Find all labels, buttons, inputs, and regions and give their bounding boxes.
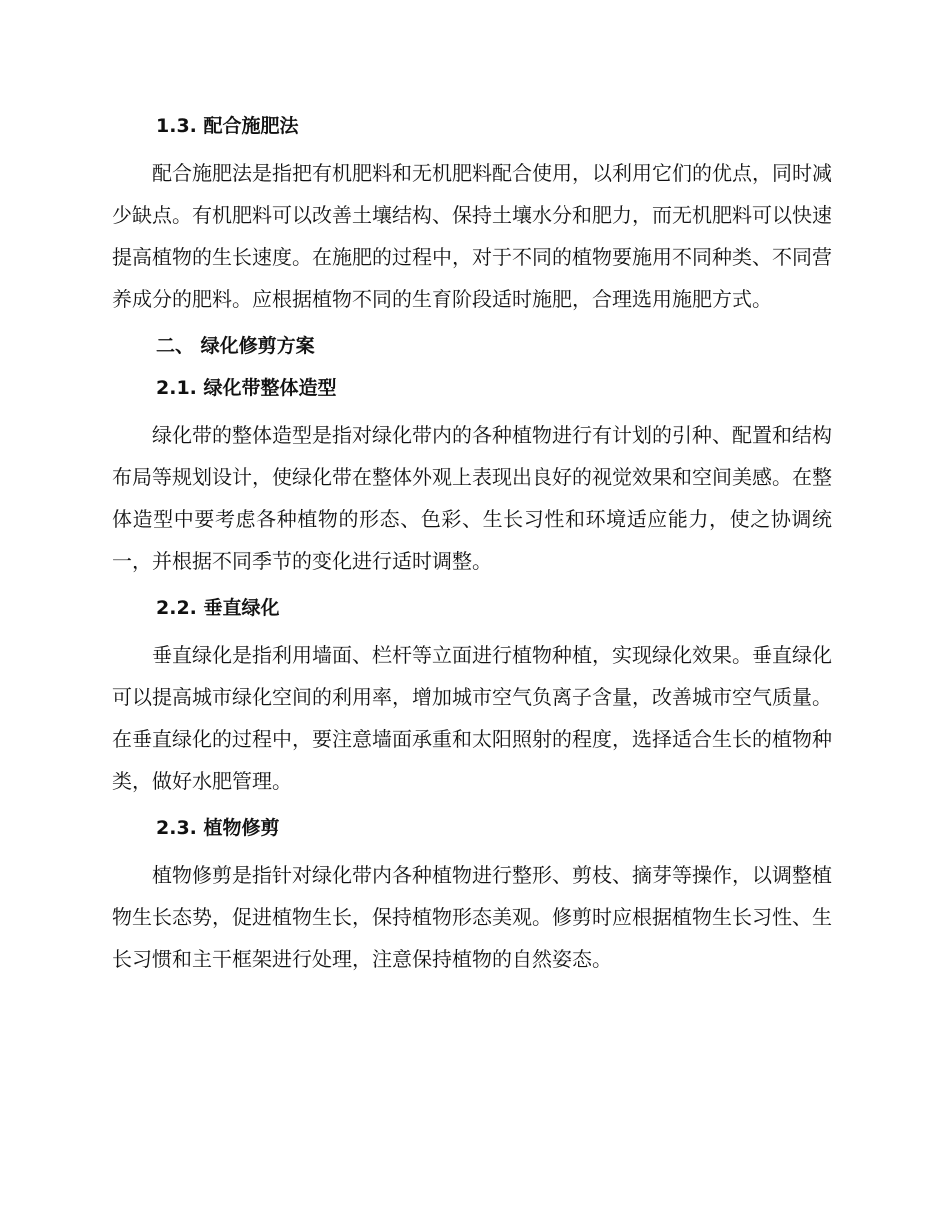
section-heading-2-1: 2.1. 绿化带整体造型 [156, 377, 337, 399]
section-heading-2-2: 2.2. 垂直绿化 [156, 597, 280, 619]
paragraph-vertical-greening: 垂直绿化是指利用墙面、栏杆等立面进行植物种植，实现绿化效果。垂直绿化可以提高城市绿化空间的利用率，增加城市空气负离子含量，改善城市空气质量。在垂直绿化的过程中，要注意墙面承重和太阳照射的程度，选择适合生长的植物种类，做好水肥管理。 [112, 643, 832, 793]
section-heading-2-3: 2.3. 植物修剪 [156, 817, 280, 839]
paragraph-fertilization: 配合施肥法是指把有机肥料和无机肥料配合使用，以利用它们的优点，同时减少缺点。有机肥料可以改善土壤结构、保持土壤水分和肥力，而无机肥料可以快速提高植物的生长速度。在施肥的过程中，对于不同的植物要施用不同种类、不同营养成分的肥料。应根据植物不同的生育阶段适时施肥，合理选用施肥方式。 [112, 161, 832, 311]
paragraph-plant-pruning: 植物修剪是指针对绿化带内各种植物进行整形、剪枝、摘芽等操作，以调整植物生长态势，促进植物生长，保持植物形态美观。修剪时应根据植物生长习性、生长习惯和主干框架进行处理，注意保持植物的自然姿态。 [112, 863, 832, 971]
document-page [112, 110, 832, 990]
section-heading-1-3: 1.3. 配合施肥法 [156, 115, 299, 137]
chapter-heading-2: 二、 绿化修剪方案 [156, 335, 315, 357]
paragraph-overall-shaping: 绿化带的整体造型是指对绿化带内的各种植物进行有计划的引种、配置和结构布局等规划设计，使绿化带在整体外观上表现出良好的视觉效果和空间美感。在整体造型中要考虑各种植物的形态、色彩、生长习性和环境适应能力，使之协调统一，并根据不同季节的变化进行适时调整。 [112, 423, 832, 573]
